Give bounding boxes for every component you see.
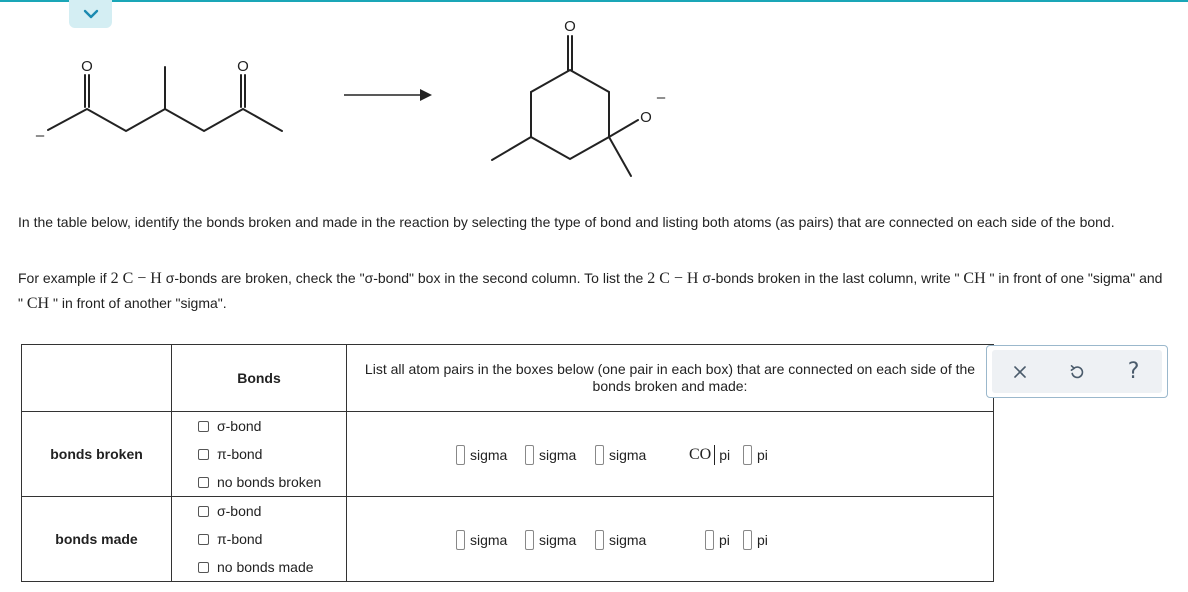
slot-label: pi [719, 532, 730, 548]
clear-button[interactable] [1004, 356, 1036, 388]
instruction-paragraph: In the table below, identify the bonds broken and made in the reaction by selecting the type of bond and listing both atoms (as pairs) that are connected on each side of the bond. [18, 214, 1115, 230]
option-label: π-bond [217, 531, 263, 547]
checkbox[interactable] [198, 449, 209, 460]
bond-type-options [172, 497, 347, 582]
bond-type-options [172, 412, 347, 497]
atom-pairs-cell [347, 497, 994, 582]
reactant-oxygen-label: O [237, 58, 249, 75]
product-structure [492, 36, 638, 176]
table-row-bonds-broken [22, 412, 994, 497]
formula: 2 C − H [110, 270, 162, 287]
no-bonds-option[interactable] [172, 468, 346, 496]
header-atom-pairs: List all atom pairs in the boxes below (one pair in each box) that are connected on each side of the bonds broken and made: [347, 345, 994, 412]
undo-icon [1069, 364, 1085, 380]
slot-label: sigma [470, 447, 508, 463]
toolbar-button-group [992, 350, 1162, 393]
table-row-bonds-made [22, 497, 994, 582]
example-paragraph [18, 266, 1168, 316]
pi-slot [689, 445, 730, 465]
atom-pair-input[interactable] [705, 530, 714, 550]
atom-pair-input[interactable] [525, 530, 534, 550]
undo-button[interactable] [1061, 356, 1093, 388]
text-segment: " in front of another "sigma". [49, 295, 227, 311]
help-button[interactable] [1118, 356, 1150, 388]
reaction-scheme [0, 0, 1188, 200]
close-icon [1013, 365, 1027, 379]
reactant-oxygen-label: O [81, 58, 93, 75]
reactant-charge-label: – [35, 127, 45, 144]
atom-pair-input[interactable] [525, 445, 534, 465]
option-label: π-bond [217, 446, 263, 462]
atom-pair-input[interactable] [456, 445, 465, 465]
pi-slot [743, 530, 768, 550]
text-segment: For example if [18, 270, 111, 286]
checkbox[interactable] [198, 562, 209, 573]
sigma-slot [595, 445, 646, 465]
slot-label: sigma [539, 532, 577, 548]
sigma-bond-option[interactable] [172, 412, 346, 440]
sigma-bond-option[interactable] [172, 497, 346, 525]
sigma-slot [456, 530, 507, 550]
formula: CH [26, 295, 50, 312]
text-segment: " in front of one "sigma" and " [18, 270, 1163, 311]
help-icon: ? [1127, 359, 1140, 384]
product-oxygen-label: O [564, 18, 576, 35]
atom-pair-input[interactable] [456, 530, 465, 550]
formula: 2 C − H [647, 270, 699, 287]
product-oxygen-label: O [640, 109, 652, 126]
row-label: bonds made [22, 497, 172, 582]
slot-label: sigma [539, 447, 577, 463]
bonds-table [21, 344, 994, 582]
pi-bond-option[interactable] [172, 525, 346, 553]
row-label: bonds broken [22, 412, 172, 497]
sigma-slot [525, 445, 576, 465]
table-header-row [22, 345, 994, 412]
no-bonds-option[interactable] [172, 553, 346, 581]
header-empty-cell [22, 345, 172, 412]
slot-label: pi [757, 447, 768, 463]
sigma-slot [456, 445, 507, 465]
slot-label: sigma [609, 447, 647, 463]
header-bonds: Bonds [172, 345, 347, 412]
checkbox[interactable] [198, 477, 209, 488]
option-label: no bonds made [217, 559, 314, 575]
atom-pair-input[interactable] [743, 445, 752, 465]
reactant-structure [48, 67, 282, 131]
slot-label: sigma [470, 532, 508, 548]
atom-pair-input[interactable] [743, 530, 752, 550]
pi-slot [743, 445, 768, 465]
text-cursor [714, 445, 715, 465]
atom-pair-input[interactable] [595, 530, 604, 550]
slot-label: pi [719, 447, 731, 463]
pi-bond-option[interactable] [172, 440, 346, 468]
option-label: no bonds broken [217, 474, 322, 490]
sigma-slot [595, 530, 646, 550]
checkbox[interactable] [198, 506, 209, 517]
slot-label: sigma [609, 532, 647, 548]
atom-pairs-cell [347, 412, 994, 497]
text-segment: σ-bonds are broken, check the "σ-bond" box in the second column. To list the [161, 270, 648, 286]
sigma-slot [525, 530, 576, 550]
option-label: σ-bond [217, 503, 262, 519]
text-segment: σ-bonds broken in the last column, write " [698, 270, 964, 286]
atom-pair-input[interactable]: CO [689, 446, 712, 463]
atom-pair-input[interactable] [595, 445, 604, 465]
product-charge-label: – [656, 89, 666, 106]
formula: CH [963, 270, 986, 287]
answer-toolbar [986, 345, 1168, 398]
slot-label: pi [757, 532, 768, 548]
option-label: σ-bond [217, 418, 262, 434]
pi-slot [705, 530, 730, 550]
checkbox[interactable] [198, 534, 209, 545]
checkbox[interactable] [198, 421, 209, 432]
reaction-arrow [344, 89, 432, 101]
